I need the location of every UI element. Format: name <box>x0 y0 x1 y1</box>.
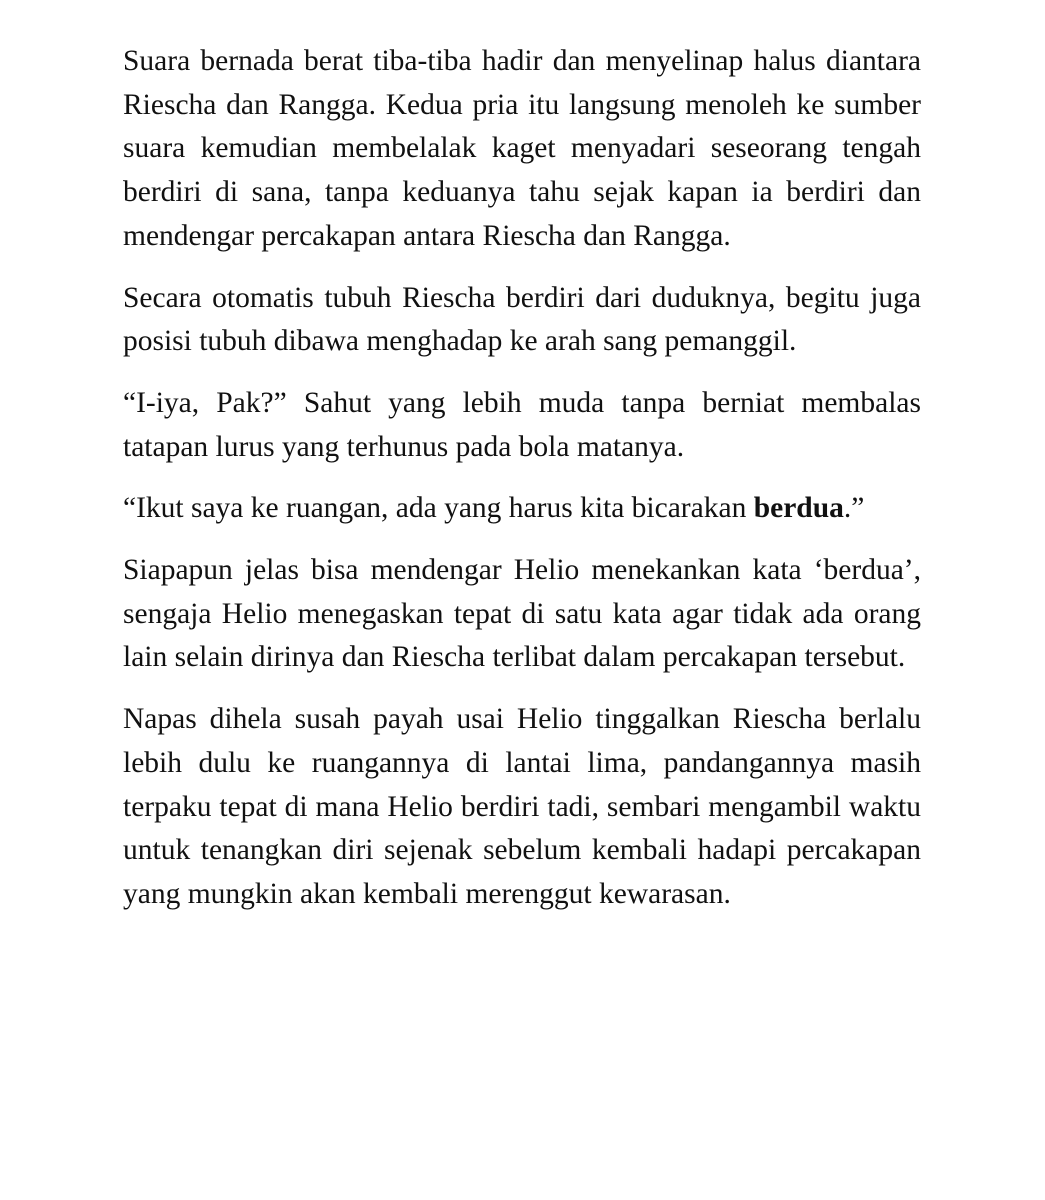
paragraph-2: Secara otomatis tubuh Riescha berdiri dari duduknya, begitu juga posisi tubuh dibawa menghadap ke arah sang pemanggil. <box>123 281 921 358</box>
emphasized-word: berdua <box>753 492 844 525</box>
paragraph-4-text-after: .” <box>843 492 865 525</box>
document-page <box>123 40 921 935</box>
paragraph-4 <box>123 487 921 531</box>
paragraph-6: Napas dihela susah payah usai Helio tinggalkan Riescha berlalu lebih dulu ke ruangannya di lantai lima, pandangannya masih terpaku tepat di mana Helio berdiri tadi, sembari mengambil waktu untuk tenangkan diri sejenak sebelum kembali hadapi percakapan yang mungkin akan kembali merenggut kewarasan. <box>123 703 921 910</box>
paragraph-3: “I-iya, Pak?” Sahut yang lebih muda tanpa berniat membalas tatapan lurus yang terhunus pada bola matanya. <box>123 386 921 463</box>
paragraph-5: Siapapun jelas bisa mendengar Helio menekankan kata ‘berdua’, sengaja Helio menegaskan tepat di satu kata agar tidak ada orang lain selain dirinya dan Riescha terlibat dalam percakapan tersebut. <box>123 554 921 674</box>
paragraph-4-text-before: “Ikut saya ke ruangan, ada yang harus kita bicarakan <box>123 492 754 525</box>
paragraph-1: Suara bernada berat tiba-tiba hadir dan menyelinap halus diantara Riescha dan Rangga. Kedua pria itu langsung menoleh ke sumber suara kemudian membelalak kaget menyadari seseorang tengah berdiri di sana, tanpa keduanya tahu sejak kapan ia berdiri dan mendengar percakapan antara Riescha dan Rangga. <box>123 45 921 252</box>
